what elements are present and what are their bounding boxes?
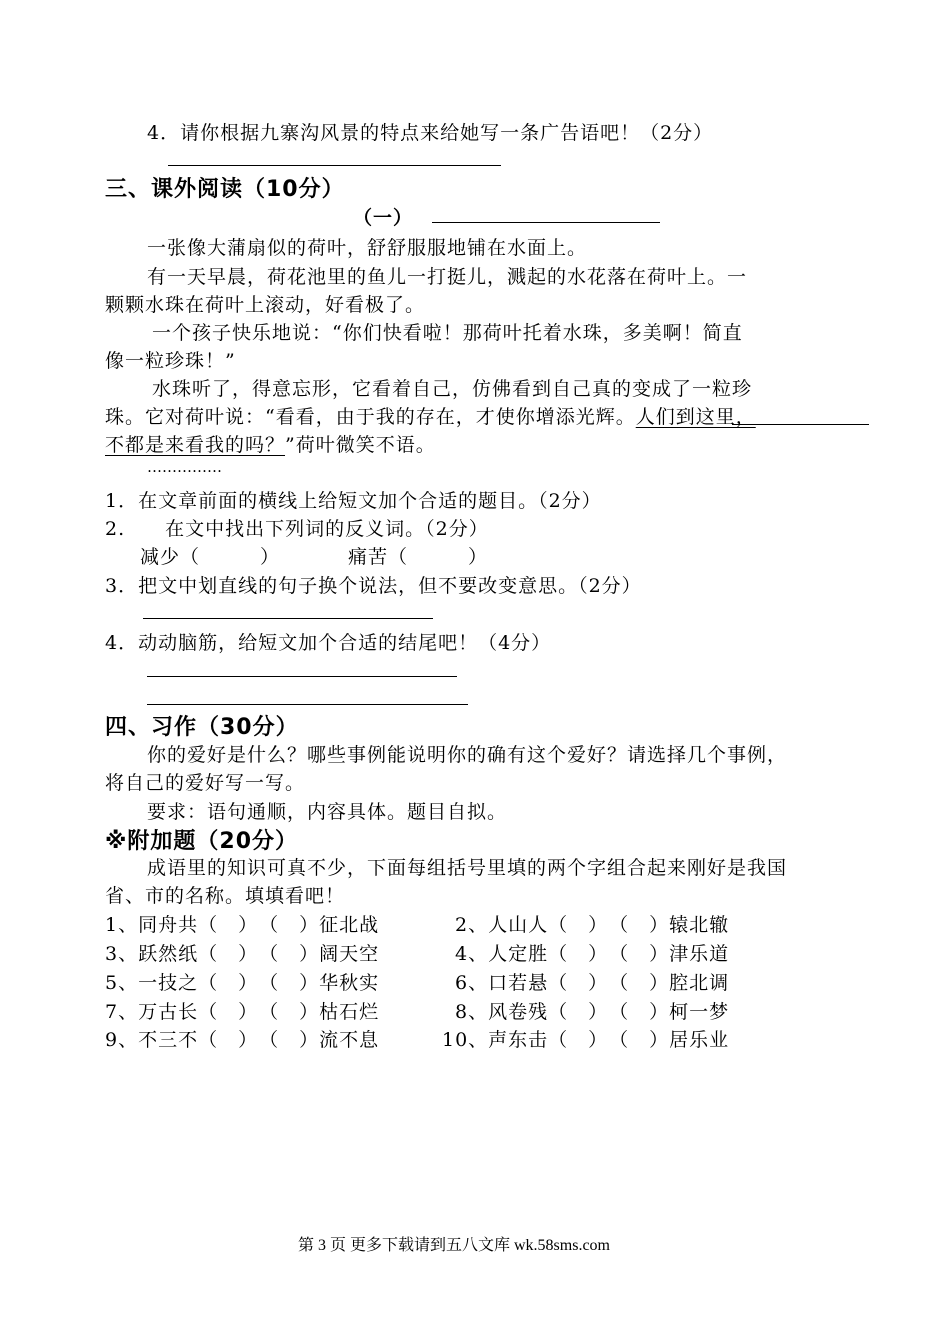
underline-extension (732, 424, 869, 425)
passage-line: 颗颗水珠在荷叶上滚动，好看极了。 (105, 294, 426, 316)
answer-line (147, 704, 468, 705)
underlined-sentence: 不都是来看我的吗？ (105, 434, 286, 456)
passage-line: 一个孩子快乐地说：“你们快看啦！那荷叶托着水珠，多美啊！简直 (152, 322, 743, 344)
answer-line (143, 618, 433, 619)
passage-number: （一） (353, 207, 414, 229)
idiom-item: 5、一技之（ ） （ ）华秋实 (105, 972, 380, 994)
passage-text: ”荷叶微笑不语。 (285, 434, 436, 456)
bonus-intro: 省、市的名称。填填看吧！ (105, 885, 346, 907)
idiom-item: 10、声东击（ ） （ ）居乐业 (442, 1029, 730, 1051)
passage-line (105, 430, 436, 457)
essay-prompt: 你的爱好是什么？哪些事例能说明你的确有这个爱好？请选择几个事例， (147, 744, 788, 766)
essay-requirement: 要求：语句通顺，内容具体。题目自拟。 (147, 801, 508, 823)
question-4-ad: 4．请你根据九寨沟风景的特点来给她写一条广告语吧！（2分） (147, 122, 714, 144)
question-3: 3．把文中划直线的句子换个说法，但不要改变意思。（2分） (105, 575, 642, 597)
antonym-reduce: 减少（ ） (140, 546, 281, 568)
idiom-item: 7、万古长（ ） （ ）枯石烂 (105, 1001, 380, 1023)
page-footer: 第 3 页 更多下载请到五八文库 wk.58sms.com (298, 1237, 611, 1254)
idiom-item: 3、跃然纸（ ） （ ）阔天空 (105, 943, 380, 965)
passage-line: 有一天早晨，荷花池里的鱼儿一打挺儿，溅起的水花落在荷叶上。一 (147, 266, 748, 288)
underlined-sentence: 人们到这里， (635, 406, 756, 428)
idiom-item: 6、口若悬（ ） （ ）腔北调 (455, 972, 730, 994)
passage-line: 一张像大蒲扇似的荷叶，舒舒服服地铺在水面上。 (147, 237, 588, 259)
passage-line: 水珠听了，得意忘形，它看着自己，仿佛看到自己真的变成了一粒珍 (152, 378, 753, 400)
title-blank-line (432, 222, 660, 223)
question-4: 4．动动脑筋，给短文加个合适的结尾吧！（4分） (105, 632, 552, 654)
question-1: 1．在文章前面的横线上给短文加个合适的题目。（2分） (105, 490, 602, 512)
bonus-intro: 成语里的知识可真不少，下面每组括号里填的两个字组合起来刚好是我国 (147, 857, 788, 879)
section-4-heading: 四、习作（30分） (105, 715, 299, 740)
ellipsis-a: …… (147, 458, 177, 476)
passage-line (105, 402, 756, 429)
antonym-pain: 痛苦（ ） (348, 546, 489, 568)
essay-prompt: 将自己的爱好写一写。 (105, 772, 306, 794)
question-2: 2. 在文中找出下列词的反义词。（2分） (105, 518, 489, 540)
idiom-item: 1、同舟共（ ） （ ）征北战 (105, 914, 380, 936)
ellipsis-b: ……… (177, 458, 222, 476)
ellipsis (147, 458, 222, 476)
passage-line: 像一粒珍珠！” (105, 350, 236, 372)
section-3-heading: 三、课外阅读（10分） (105, 177, 345, 202)
answer-line (147, 676, 457, 677)
idiom-item: 2、人山人（ ） （ ）辕北辙 (455, 914, 730, 936)
idiom-item: 8、风卷残（ ） （ ）柯一梦 (455, 1001, 730, 1023)
bonus-heading: ※附加题（20分） (105, 829, 299, 854)
passage-text: 珠。它对荷叶说：“看看，由于我的存在，才使你增添光辉。 (105, 406, 636, 428)
idiom-item: 4、人定胜（ ） （ ）津乐道 (455, 943, 730, 965)
answer-line (168, 165, 501, 166)
idiom-item: 9、不三不（ ） （ ）流不息 (105, 1029, 380, 1051)
